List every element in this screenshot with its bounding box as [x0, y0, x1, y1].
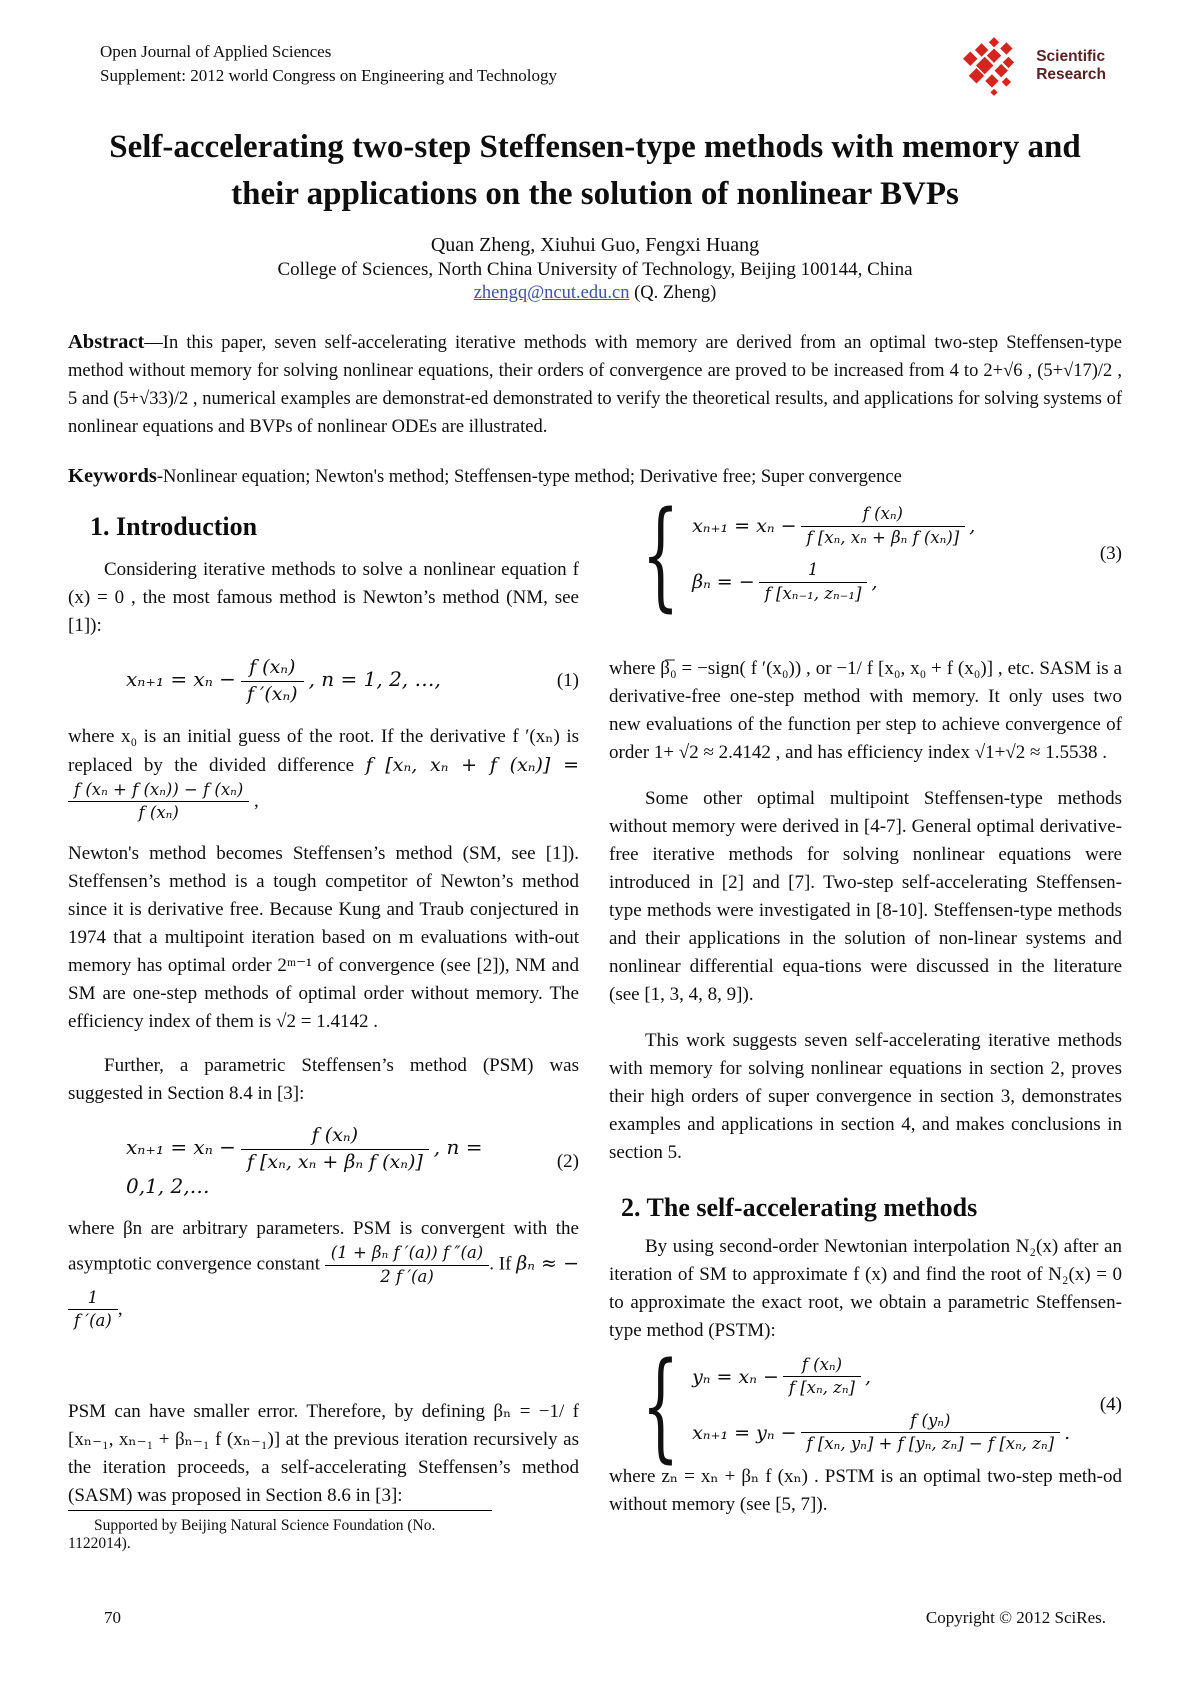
methods-paragraph-3: This work suggests seven self-accelerating iterative methods with memory for solving nonlinear equations in section 2, proves their high orders of super convergence in section 3, demonstrates examples and applications in section 4, and makes conclusions in section 5.	[609, 1029, 1122, 1163]
p2-dd-denominator: f (xₙ)	[138, 803, 179, 823]
publisher-name-line2: Research	[1036, 66, 1106, 83]
intro-paragraph-6: PSM can have smaller error. Therefore, by defining βₙ = −1/ f [xₙ₋₁, xₙ₋₁ + βₙ₋₁ f (xₙ₋₁)] at the previous iteration recursively as the iteration proceeds, a self-accelerating Steffensen’s method (SASM) was proposed in Section 8.6 in [3]:	[68, 1400, 579, 1506]
journal-info	[100, 40, 557, 88]
eq1-number: (1)	[556, 670, 579, 692]
two-column-body	[68, 485, 1122, 1552]
section2-paragraph-1: By using second-order Newtonian interpolation N₂(x) after an iteration of SM to approximate f (x) and find the root of N₂(x) = 0 to approximate the exact root, we obtain a parametric Steffensen-type method (PSTM):	[609, 1235, 1122, 1341]
journal-name: Open Journal of Applied Sciences	[100, 42, 332, 61]
p5-text-2: . If	[489, 1253, 517, 1275]
email-note: (Q. Zheng)	[629, 283, 717, 303]
p5-beta-fraction	[68, 1288, 118, 1332]
page-footer	[0, 1608, 1190, 1628]
eq4-l1-tail: ,	[864, 1365, 872, 1388]
eq3-l2-fraction	[759, 560, 868, 604]
eq4-l1-fraction	[783, 1355, 861, 1399]
page-number: 70	[104, 1608, 121, 1627]
eq4-l1-denominator: f [xₙ, zₙ]	[788, 1378, 855, 1398]
publisher-logo	[962, 36, 1106, 96]
keywords	[68, 463, 1122, 490]
p5-frac2-denominator: f ′(a)	[74, 1311, 112, 1331]
equation-4	[609, 1335, 1122, 1474]
scires-diamonds-icon	[962, 36, 1026, 96]
keywords-text: -Nonlinear equation; Newton's method; Steffensen-type method; Derivative free; Super convergence	[156, 467, 902, 487]
eq3-l1-fraction	[801, 504, 966, 548]
eq4-l2-lhs: xₙ₊₁ = yₙ −	[692, 1421, 797, 1444]
p2-dd-fraction	[68, 780, 249, 824]
eq2-number: (2)	[556, 1150, 579, 1172]
intro-paragraph-5	[68, 1215, 579, 1332]
eq3-line-1	[692, 504, 975, 548]
eq2-lhs: xₙ₊₁ = xₙ −	[126, 1134, 236, 1159]
eq1-numerator: f (xₙ)	[241, 656, 304, 682]
email-link[interactable]: zhengq@ncut.edu.cn	[473, 283, 630, 303]
eq4-l2-denominator: f [xₙ, yₙ] + f [yₙ, zₙ] − f [xₙ, zₙ]	[806, 1434, 1055, 1454]
eq3-brace: {	[641, 485, 680, 624]
abstract-label: Abstract	[68, 331, 145, 353]
methods-paragraph-1: where β̅₀ = −sign( f ′(x₀)) , or −1/ f [x₀, x₀ + f (x₀)] , etc. SASM is a derivative-free one-step method with memory. It only uses two new evaluations of the function per step to achieve convergence of order 1+ √2 ≈ 2.4142 , and has efficiency index √1+√2 ≈ 1.5538 .	[609, 657, 1122, 763]
p5-tail: ,	[117, 1297, 123, 1319]
equation-2	[68, 1124, 579, 1200]
eq3-l2-numerator: 1	[759, 560, 868, 583]
intro-paragraph-3: Newton's method becomes Steffensen’s method (SM, see [1]). Steffensen’s method is a tough competitor of Newton’s method since it is derivative free. Because Kung and Traub conjectured in 1974 that a multipoint iteration based on m evaluations with-out memory has optimal order 2ᵐ⁻¹ of convergence (see [2]), NM and SM are one-step methods of optimal order without memory. The efficiency index of them is √2 = 1.4142 .	[68, 842, 579, 1032]
affiliation: College of Sciences, North China University of Technology, Beijing 100144, China	[277, 259, 913, 280]
email-row	[0, 283, 1190, 304]
publisher-name-line1: Scientific	[1036, 48, 1106, 65]
p5-frac2-numerator: 1	[68, 1288, 118, 1311]
abstract-text: —In this paper, seven self-accelerating iterative methods with memory are derived from an optimal two-step Steffensen-type method without memory for solving nonlinear equations, their orders of convergence are proved to be increased from 4 to 2+√6 , (5+√17)/2 , 5 and (5+√33)/2 , numerical examples are demonstrat-ed demonstrated to verify the theoretical results, and applications for solving systems of nonlinear equations and BVPs of nonlinear ODEs are illustrated.	[68, 333, 1122, 437]
intro-paragraph-4: Further, a parametric Steffensen’s method (PSM) was suggested in Section 8.4 in [3]:	[68, 1054, 579, 1104]
publisher-name	[1036, 48, 1106, 84]
right-column	[609, 485, 1122, 1516]
eq4-number: (4)	[1099, 1393, 1122, 1415]
equation-1-body	[68, 656, 521, 707]
eq3-lines	[692, 504, 975, 605]
eq4-line-1	[692, 1355, 1070, 1399]
methods-paragraph-2: Some other optimal multipoint Steffensen-type methods without memory were derived in [4-7]. General optimal derivative-free iterative methods for solving nonlinear equations were introduced in [2] and [7]. Two-step self-accelerating Steffensen-type methods were investigated in [8-10]. Steffensen-type methods and their applications in the solution of non-linear systems and nonlinear differential equa-tions were discussed in the literature (see [1, 3, 4, 8, 9]).	[609, 787, 1122, 1005]
equation-4-system	[609, 1335, 1071, 1474]
eq3-l1-lhs: xₙ₊₁ = xₙ −	[692, 515, 797, 538]
eq3-l1-denominator: f [xₙ, xₙ + βₙ f (xₙ)]	[806, 527, 960, 547]
eq2-denominator: f [xₙ, xₙ + βₙ f (xₙ)]	[246, 1150, 423, 1173]
equation-3-system	[609, 485, 976, 624]
p2-dd-lead: f [xₙ, xₙ + f (xₙ)] =	[365, 753, 580, 776]
eq4-l1-numerator: f (xₙ)	[783, 1355, 861, 1378]
paper-title: Self-accelerating two-step Steffensen-type methods with memory and their applications on the solution of nonlinear BVPs	[109, 129, 1081, 212]
eq3-l2-denominator: f [xₙ₋₁, zₙ₋₁]	[764, 583, 862, 603]
eq4-l2-fraction	[801, 1411, 1061, 1455]
eq4-l1-lhs: yₙ = xₙ −	[692, 1365, 779, 1388]
abstract	[68, 328, 1122, 441]
eq1-fraction	[241, 656, 304, 707]
journal-supplement: Supplement: 2012 world Congress on Engineering and Technology	[100, 66, 557, 85]
intro-paragraph-2	[68, 723, 579, 824]
section-2-heading: 2. The self-accelerating methods	[621, 1192, 978, 1222]
eq4-l2-numerator: f (yₙ)	[801, 1411, 1061, 1434]
p5-text-1: where βn are arbitrary parameters. PSM is convergent with the asymptotic convergence constant	[68, 1218, 579, 1275]
page-header	[0, 0, 1190, 96]
section-1-heading: 1. Introduction	[90, 512, 258, 541]
intro-paragraph-1: Considering iterative methods to solve a nonlinear equation f (x) = 0 , the most famous method is Newton’s method (NM, see [1]):	[68, 559, 579, 636]
p5-beta-lead: βₙ ≈ −	[516, 1252, 579, 1275]
section2-paragraph-2: where zₙ = xₙ + βₙ f (xₙ) . PSTM is an optimal two-step meth-od without memory (see [5, 7]).	[609, 1466, 1122, 1515]
p2-text: where x₀ is an initial guess of the root. If the derivative f ′(xₙ) is replaced by the divided difference	[68, 725, 579, 776]
eq4-brace: {	[641, 1335, 680, 1474]
eq2-numerator: f (xₙ)	[241, 1124, 429, 1150]
eq1-denominator: f ′(xₙ)	[246, 682, 298, 705]
p2-tail: ,	[249, 789, 259, 811]
p5-frac1-numerator: (1 + βₙ f ′(a)) f ″(a)	[325, 1243, 489, 1266]
equation-1	[68, 656, 579, 707]
eq4-lines	[692, 1355, 1070, 1456]
equation-3	[609, 485, 1122, 624]
authors: Quan Zheng, Xiuhui Guo, Fengxi Huang	[430, 234, 760, 256]
eq2-fraction	[241, 1124, 429, 1175]
eq3-l2-lhs: βₙ = −	[692, 571, 755, 594]
eq2-tail: , n = 0,1, 2,…	[126, 1134, 483, 1199]
p5-frac1-denominator: 2 f ′(a)	[380, 1266, 434, 1286]
eq3-l2-tail: ,	[871, 571, 878, 594]
eq3-line-2	[692, 560, 975, 604]
eq1-lhs: xₙ₊₁ = xₙ −	[126, 666, 236, 691]
left-column	[68, 504, 580, 1552]
eq4-line-2	[692, 1411, 1070, 1455]
eq3-number: (3)	[1099, 543, 1122, 565]
keywords-label: Keywords	[68, 465, 157, 487]
copyright: Copyright © 2012 SciRes.	[925, 1608, 1106, 1627]
p2-dd-numerator: f (xₙ + f (xₙ)) − f (xₙ)	[68, 780, 249, 803]
eq4-l2-tail: .	[1064, 1421, 1071, 1444]
eq3-l1-tail: ,	[969, 515, 976, 538]
eq1-tail: , n = 1, 2, …,	[308, 666, 441, 691]
equation-2-body	[68, 1124, 521, 1200]
eq3-l1-numerator: f (xₙ)	[801, 504, 966, 527]
p5-constant-fraction	[325, 1243, 489, 1287]
footnote: Supported by Beijing Natural Science Foundation (No. 1122014).	[68, 1510, 492, 1553]
